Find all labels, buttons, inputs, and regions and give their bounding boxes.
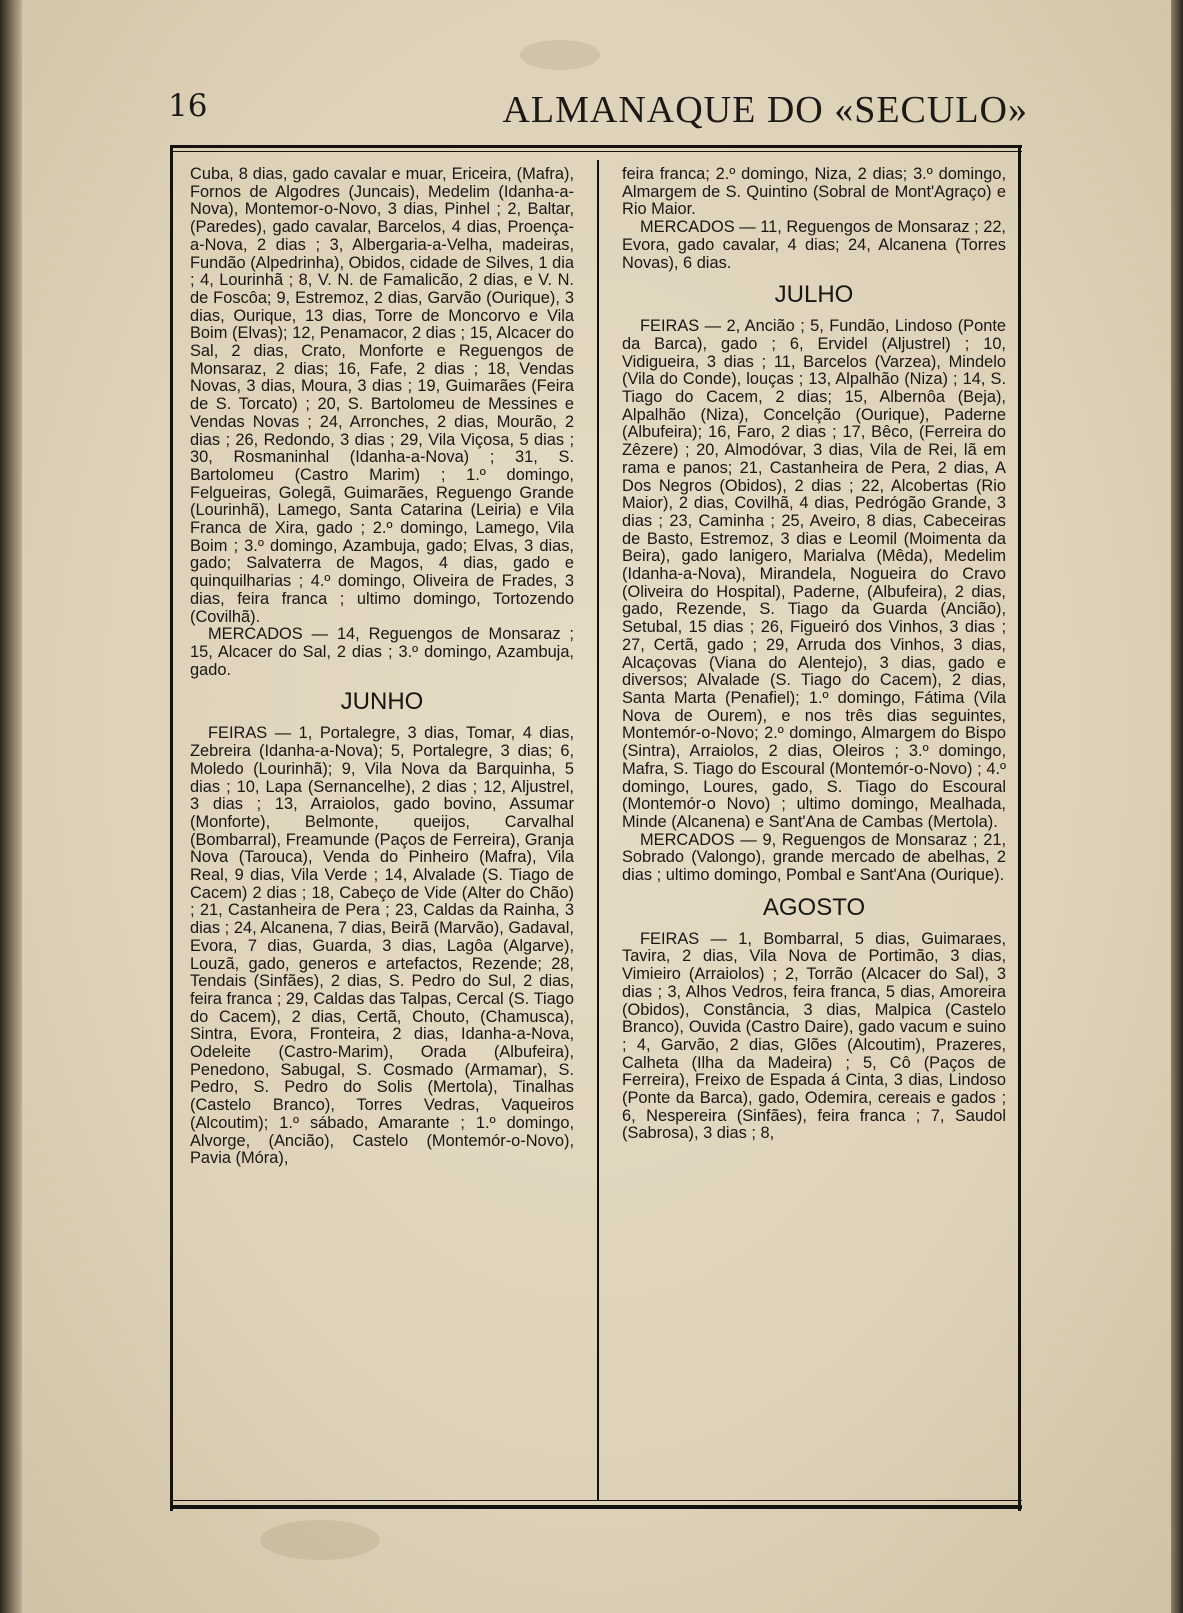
junho-continuation-text: feira franca; 2.º domingo, Niza, 2 dias; 3.º domingo, Almargem de S. Quintino (Sobral de Mont'Agraço) e Rio Maior.	[622, 165, 1006, 219]
maio-feiras-text: Cuba, 8 dias, gado cavalar e muar, Ericeira, (Mafra), Fornos de Algodres (Juncais), Medelim (Idanha-a-Nova), Montemor-o-Novo, 3 dias, Pinhel ; 2, Baltar, (Paredes), gado cavalar, Barcelos, 4 dias, Proença-a-Nova, 2 dias ; 3, Albergaria-a-Velha, madeiras, Fundão (Alpedrinha), Obidos, cidade de Silves, 1 dia ; 4, Lourinhã ; 8, V. N. de Famalicão, 2 dias, e V. N. de Foscôa; 9, Estremoz, 2 dias, Garvão (Ourique), 3 dias, Ourique, 13 dias, Torre de Moncorvo e Vila Boim (Elvas); 12, Penamacor, 2 dias ; 15, Alcacer do Sal, 2 dias, Crato, Monforte e Reguengos de Monsaraz, 2 dias; 16, Fafe, 2 dias ; 18, Vendas Novas, 3 dias, Moura, 3 dias ; 19, Guimarães (Feira de S. Torcato) ; 20, S. Bartolomeu de Messines e Vendas Novas ; 24, Arronches, 2 dias, Mourão, 2 dias ; 26, Redondo, 3 dias ; 29, Vila Viçosa, 5 dias ; 30, Rosmaninhal (Idanha-a-Nova) ; 31, S. Bartolomeu (Castro Marim) ; 1.º domingo, Felgueiras, Golegã, Guimarães, Reguengo Grande (Lourinhã), Lamego, Santa Catarina (Leiria) e Vila Franca de Xira, gado ; 2.º domingo, Lamego, Vila Boim ; 3.º domingo, Azambuja, gado; Elvas, 3 dias, gado; Salvaterra de Magos, 4 dias, gado e quinquilharias ; 4.º domingo, Oliveira de Frades, 3 dias, feira franca ; ultimo domingo, Tortozendo (Covilhã).	[190, 165, 574, 626]
page-number: 16	[168, 88, 208, 124]
page-edge-right	[1171, 0, 1183, 1613]
page-header	[168, 82, 1028, 138]
section-title-agosto: AGOSTO	[762, 893, 866, 921]
top-rule	[170, 145, 1022, 148]
binding-edge	[0, 0, 22, 1613]
paper-stain	[260, 1520, 380, 1560]
section-title-junho: JUNHO	[340, 688, 424, 716]
junho-feiras-text: FEIRAS — 1, Portalegre, 3 dias, Tomar, 4 dias, Zebreira (Idanha-a-Nova); 5, Portalegre, 3 dias; 6, Moledo (Lourinhã); 9, Vila Nova da Barquinha, 5 dias ; 10, Lapa (Sernancelhe), 2 dias ; 12, Aljustrel, 3 dias ; 13, Arraiolos, gado bovino, Assumar (Monforte), Belmonte, queijos, Carvalhal (Bombarral), Freamunde (Paços de Ferreira), Granja Nova (Tarouca), Venda do Pinheiro (Mafra), Vila Real, 9 dias, Vila Verde ; 14, Alvalade (S. Tiago de Cacem) 2 dias ; 18, Cabeço de Vide (Alter do Chão) ; 21, Castanheira de Pera ; 23, Caldas da Rainha, 3 dias ; 24, Alcanena, 7 dias, Beirã (Marvão), Gadaval, Evora, 7 dias, Guarda, 3 dias, Lagôa (Algarve), Louzã, gado, generos e artefactos, Rezende; 28, Tendais (Sinfães), 2 dias, S. Pedro do Sul, 2 dias, feira franca ; 29, Caldas das Talpas, Cercal (S. Tiago do Cacem), 2 dias, Certã, Chouto, (Chamusca), Sintra, Evora, Fronteira, 2 dias, Idanha-a-Nova, Odeleite (Castro-Marim), Orada (Albufeira), Penedono, Sabugal, S. Cosmado (Armamar), S. Pedro, S. Pedro do Solis (Mertola), Tinalhas (Castelo Branco), Torres Vedras, Vaqueiros (Alcoutim); 1.º sábado, Amarante ; 1.º domingo, Alvorge, (Ancião), Castelo (Montemór-o-Novo), Pavia (Móra),	[190, 724, 574, 1168]
running-title: ALMANAQUE DO «SECULO»	[502, 89, 1028, 131]
right-frame-rule	[1018, 148, 1021, 1511]
top-rule-thin	[170, 151, 1022, 152]
julho-mercados-text: MERCADOS — 9, Reguengos de Monsaraz ; 21, Sobrado (Valongo), grande mercado de abelhas, 2 dias ; ultimo domingo, Pombal e Sant'Ana (Ourique).	[622, 830, 1006, 885]
left-column	[190, 166, 574, 1168]
right-column	[622, 166, 1006, 1143]
paper-stain	[520, 40, 600, 70]
maio-mercados-text: MERCADOS — 14, Reguengos de Monsaraz ; 15, Alcacer do Sal, 2 dias ; 3.º domingo, Azambuja, gado.	[190, 625, 574, 679]
left-frame-rule	[170, 148, 173, 1511]
bottom-rule	[170, 1505, 1022, 1509]
bottom-rule-thin	[170, 1500, 1022, 1501]
section-title-julho: JULHO	[774, 281, 854, 309]
column-divider	[597, 160, 599, 1500]
julho-feiras-text: FEIRAS — 2, Ancião ; 5, Fundão, Lindoso (Ponte da Barca), gado ; 6, Ervidel (Aljustrel) ; 10, Vidigueira, 3 dias ; 11, Barcelos (Varzea), Mindelo (Vila do Conde), louças ; 13, Alpalhão (Niza) ; 14, S. Tiago do Cacem, 2 dias; 15, Albernôa (Beja), Alpalhão (Niza), Concelção (Ourique), Paderne (Albufeira); 16, Faro, 2 dias ; 17, Bêco, (Ferreira do Zêzere) ; 20, Almodóvar, 3 dias, Vila de Rei, lã em rama e panos; 21, Castanheira de Pera, 2 dias, A Dos Negros (Obidos), 2 dias ; 22, Alcobertas (Rio Maior), 2 dias, Covilhã, 4 dias, Pedrógão Grande, 3 dias ; 23, Caminha ; 25, Aveiro, 8 dias, Cabeceiras de Basto, Estremoz, 3 dias e Leomil (Moimenta da Beira), gado lanigero, Marialva (Mêda), Medelim (Idanha-a-Nova), Mirandela, Nogueira do Cravo (Oliveira do Hospital), Paderne, (Albufeira), 2 dias, gado, Rezende, S. Tiago da Guarda (Ancião), Setubal, 15 dias ; 26, Figueiró dos Vinhos, 3 dias ; 27, Certã, gado ; 29, Arruda dos Vinhos, 3 dias, Alcaçovas (Viana do Alentejo), 3 dias, gado e diversos; Alvalade (S. Tiago do Cacem), 2 dias, Santa Marta (Penafiel); 1.º domingo, Fátima (Vila Nova de Ourem), e nos três dias seguintes, Montemór-o-Novo; 2.º domingo, Almargem do Bispo (Sintra), Arraiolos, 2 dias, Oleiros ; 3.º domingo, Mafra, S. Tiago do Escoural (Montemór-o-Novo) ; 4.º domingo, Loures, gado, S. Tiago do Escoural (Montemór-o Novo) ; ultimo domingo, Mealhada, Minde (Alcanena) e Sant'Ana de Cambas (Mertola).	[622, 317, 1006, 831]
junho-mercados-text: MERCADOS — 11, Reguengos de Monsaraz ; 22, Evora, gado cavalar, 4 dias; 24, Alcanena (Torres Novas), 6 dias.	[622, 218, 1006, 272]
agosto-feiras-text: FEIRAS — 1, Bombarral, 5 dias, Guimaraes, Tavira, 2 dias, Vila Nova de Portimão, 3 dias, Vimieiro (Arraiolos) ; 2, Torrão (Alcacer do Sal), 3 dias ; 3, Alhos Vedros, feira franca, 5 dias, Amoreira (Obidos), Constância, 3 dias, Malpica (Castelo Branco), Ouvida (Castro Daire), gado vacum e suino ; 4, Garvão, 2 dias, Glões (Alcoutim), Prazeres, Calheta (Ilha da Madeira) ; 5, Cô (Paços de Ferreira), Freixo de Espada á Cinta, 3 dias, Lindoso (Ponte da Barca), gado, Odemira, cereais e gados ; 6, Nespereira (Sinfães), feira franca ; 7, Saudol (Sabrosa), 3 dias ; 8,	[622, 929, 1006, 1143]
